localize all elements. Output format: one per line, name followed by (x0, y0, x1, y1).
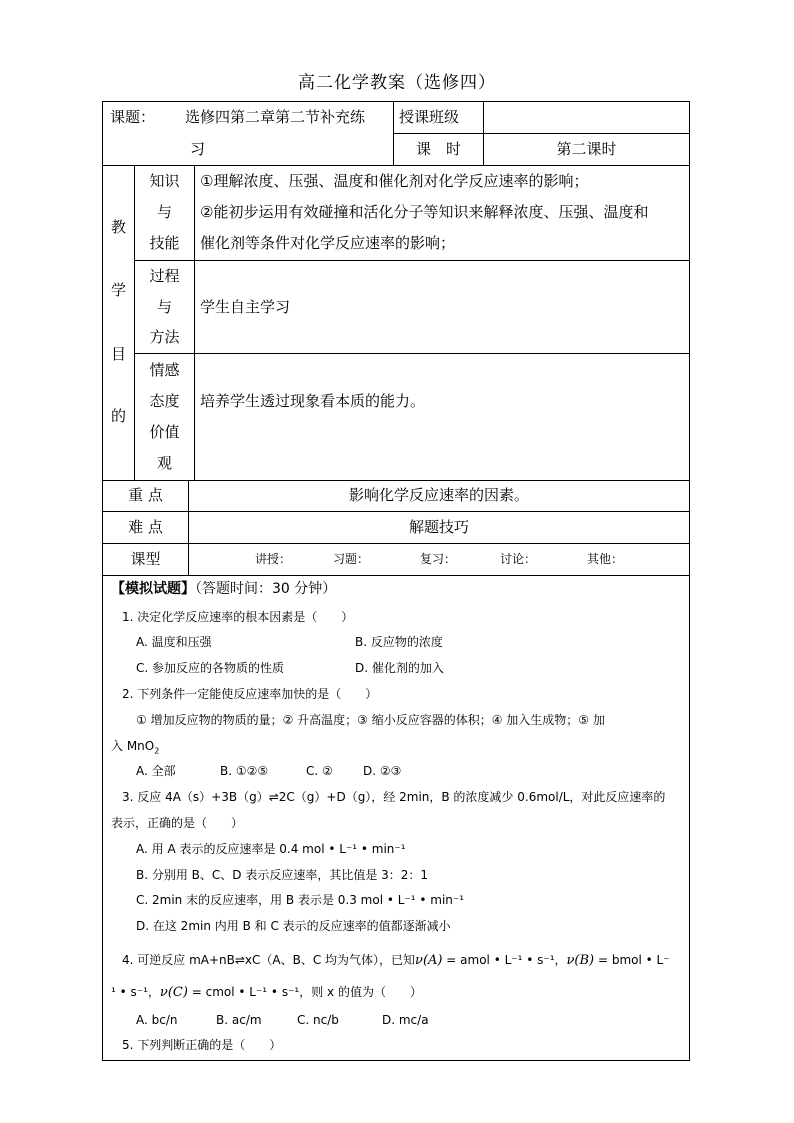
table-line (134, 353, 690, 354)
objective-label: 情感 (149, 361, 180, 379)
objective-label: 态度 (149, 392, 180, 410)
lesson-type-item: 讨论： (500, 552, 537, 566)
question-text (111, 737, 159, 760)
class-label: 授课班级 (399, 108, 460, 126)
question-option: B. 反应物的浓度 (355, 635, 443, 649)
question-text-part: ¹ • s⁻¹， (111, 985, 160, 999)
question-option: A. 全部 (136, 764, 176, 778)
question-option: C. ② (306, 764, 333, 778)
table-line (194, 165, 195, 481)
question-option: B. 分别用 B、C、D 表示反应速率，其比值是 3：2：1 (136, 868, 429, 882)
objective-label: 与 (156, 298, 172, 316)
lesson-type-label: 课型 (130, 550, 161, 568)
period-label: 课 时 (415, 140, 461, 158)
lesson-type-item: 其他： (587, 552, 624, 566)
question-stem: 1. 决定化学反应速率的根本因素是（ ） (122, 610, 354, 624)
objective-side-label: 的 (110, 407, 126, 425)
table-border-right (689, 101, 690, 1061)
objective-label: 价值 (149, 423, 180, 441)
question-text-part: = amol • L⁻¹ • s⁻¹， (442, 953, 567, 967)
objective-text: 催化剂等条件对化学反应速率的影响； (200, 234, 456, 252)
question-option: B. ac/m (216, 1013, 262, 1027)
question-option: D. ②③ (363, 764, 402, 778)
question-option: D. 在这 2min 内用 B 和 C 表示的反应速率的值都逐渐减小 (136, 919, 451, 933)
objective-text: ②能初步运用有效碰撞和活化分子等知识来解释浓度、压强、温度和 (200, 203, 649, 221)
question-text-part: = cmol • L⁻¹ • s⁻¹，则 x 的值为（ ） (187, 985, 422, 999)
objective-side-label: 目 (110, 345, 126, 363)
objective-label: 与 (156, 203, 172, 221)
difficulty-value: 解题技巧 (408, 518, 469, 536)
question-stem: 2. 下列条件一定能使反应速率加快的是（ ） (122, 687, 378, 701)
question-stem-cont (111, 983, 422, 1002)
objective-label: 知识 (149, 172, 180, 190)
question-text-part: 入 MnO (111, 739, 155, 753)
question-option: D. 催化剂的加入 (355, 661, 444, 675)
exercise-time-note: （答题时间：30 分钟） (195, 581, 337, 597)
question-option: A. 用 A 表示的反应速率是 0.4 mol • L⁻¹ • min⁻¹ (136, 842, 406, 856)
objective-label: 方法 (149, 328, 180, 346)
question-option: A. 温度和压强 (136, 635, 212, 649)
question-option: C. 2min 末的反应速率，用 B 表示是 0.3 mol • L⁻¹ • min⁻¹ (136, 893, 465, 907)
objective-label: 观 (156, 454, 172, 472)
question-option: D. mc/a (382, 1013, 429, 1027)
objective-text: 学生自主学习 (200, 298, 291, 316)
question-option: A. bc/n (136, 1013, 178, 1027)
exercise-title: 【模拟试题】 (111, 581, 195, 597)
question-stem-cont: 表示，正确的是（ ） (111, 816, 244, 830)
difficulty-label: 难 点 (128, 518, 163, 536)
topic-value: 选修四第二章第二节补充练 (185, 108, 366, 126)
exercise-heading (111, 578, 336, 598)
table-border-bottom (102, 1060, 690, 1061)
objective-label: 过程 (149, 267, 180, 285)
question-text-part: = bmol • L⁻ (594, 953, 670, 967)
period-value: 第二课时 (556, 140, 617, 158)
page-title: 高二化学教案（选修四） (298, 73, 496, 93)
topic-label: 课题： (110, 108, 156, 126)
key-point-label: 重 点 (128, 486, 163, 504)
question-option: C. nc/b (297, 1013, 339, 1027)
question-stem (122, 951, 670, 970)
subscript: 2 (154, 746, 160, 756)
question-option: C. 参加反应的各物质的性质 (136, 661, 285, 675)
topic-value-cont: 习 (190, 140, 206, 158)
question-stem: 5. 下列判断正确的是（ ） (122, 1038, 282, 1052)
table-border-left (102, 101, 103, 1061)
objective-side-label: 教 (110, 218, 126, 236)
question-stem: 3. 反应 4A（s）+3B（g）⇌2C（g）+D（g），经 2min，B 的浓度减少 0.6mol/L，对此反应速率的 (122, 790, 666, 804)
objective-label: 技能 (149, 234, 180, 252)
rate-symbol: ν(C) (159, 985, 188, 1000)
objective-text: 培养学生透过现象看本质的能力。 (200, 392, 426, 410)
question-text-part: 4. 可逆反应 mA+nB⇌xC（A、B、C 均为气体），已知 (122, 953, 416, 967)
lesson-type-item: 习题： (333, 552, 370, 566)
objective-side-label: 学 (110, 281, 126, 299)
question-text: ① 增加反应物的物质的量；② 升高温度；③ 缩小反应容器的体积；④ 加入生成物；⑤ 加 (136, 713, 605, 727)
table-line (102, 575, 690, 576)
rate-symbol: ν(A) (415, 953, 443, 968)
rate-symbol: ν(B) (566, 953, 595, 968)
key-point-value: 影响化学反应速率的因素。 (348, 486, 529, 504)
objective-text: ①理解浓度、压强、温度和催化剂对化学反应速率的影响； (200, 172, 589, 190)
table-line (134, 260, 690, 261)
question-option: B. ①②⑤ (220, 764, 269, 778)
lesson-type-item: 讲授： (255, 552, 292, 566)
lesson-type-item: 复习： (420, 552, 457, 566)
